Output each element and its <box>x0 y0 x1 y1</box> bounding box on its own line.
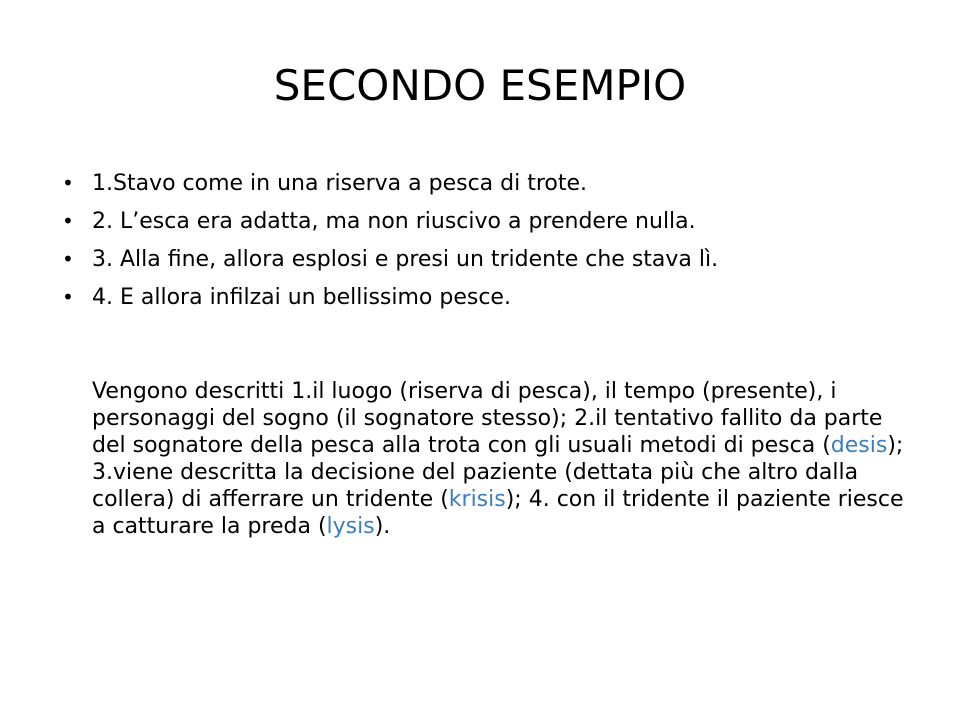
slide-title: SECONDO ESEMPIO <box>273 61 687 110</box>
term-desis: desis <box>830 433 888 458</box>
bullet-dot-icon: • <box>62 171 74 195</box>
paragraph-text-4: ). <box>374 514 391 539</box>
bullet-dot-icon: • <box>62 209 74 233</box>
bullet-text: 3. Alla fine, allora esplosi e presi un tridente che stava lì. <box>92 247 719 272</box>
bullet-text: 2. L’esca era adatta, ma non riuscivo a prendere nulla. <box>92 209 696 234</box>
term-lysis: lysis <box>326 514 375 539</box>
paragraph-text-2: ); 3.viene descritta la decisione del paziente (dettata più che altro dalla collera) di afferrare un tridente ( <box>92 433 904 512</box>
bullet-text: 4. E allora infilzai un bellissimo pesce. <box>92 285 511 310</box>
bullet-dot-icon: • <box>62 285 74 309</box>
paragraph-text-3: ); 4. con il tridente il paziente riesce a catturare la preda ( <box>92 487 904 539</box>
bullet-item-2 <box>62 208 922 235</box>
bullet-item-3 <box>62 246 922 273</box>
bullet-item-1 <box>62 170 922 197</box>
bullet-item-4 <box>62 284 922 311</box>
bullet-dot-icon: • <box>62 247 74 271</box>
paragraph-text-1: Vengono descritti 1.il luogo (riserva di pesca), il tempo (presente), i personaggi del sogno (il sognatore stesso); 2.il tentativo fallito da parte del sognatore della pesca alla trota con gli usuali metodi di pesca ( <box>92 379 883 458</box>
bullet-text: 1.Stavo come in una riserva a pesca di trote. <box>92 171 588 196</box>
description-paragraph <box>92 378 922 540</box>
bullet-list <box>62 170 922 322</box>
term-krisis: krisis <box>448 487 506 512</box>
